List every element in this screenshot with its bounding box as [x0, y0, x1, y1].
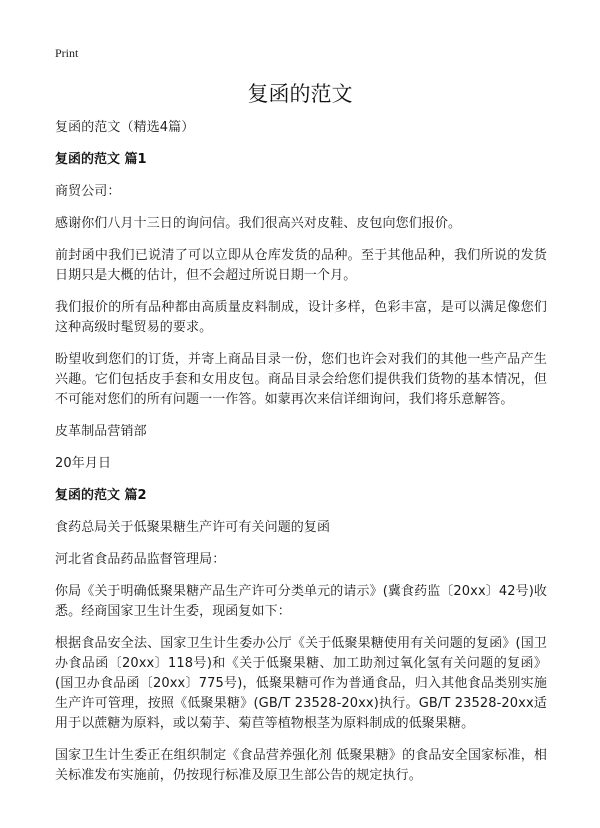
paragraph: 前封函中我们已说清了可以立即从仓库发货的品种。至于其他品种，我们所说的发货日期只是大概的估计，但不会超过所说日期一个月。 [55, 248, 547, 283]
paragraph: 盼望收到您们的订货，并寄上商品目录一份，您们也许会对我们的其他一些产品产生兴趣。它们包括皮手套和女用皮包。商品目录会给您们提供我们货物的基本情况，但不可能对您们的所有问题一一作答。如蒙再次来信详细询问，我们将乐意解答。 [55, 352, 547, 407]
section-heading-1: 复函的范文 篇1 [55, 152, 147, 167]
date-line: 20年月日 [55, 456, 112, 471]
document-body [55, 118, 547, 798]
paragraph: 国家卫生计生委正在组织制定《食品营养强化剂 低聚果糖》的食品安全国家标准，相关标准发布实施前，仍按现行标准及原卫生部公告的规定执行。 [55, 748, 547, 783]
letter-title: 食药总局关于低聚果糖生产许可有关问题的复函 [55, 520, 331, 535]
paragraph: 我们报价的所有品种都由高质量皮料制成，设计多样，色彩丰富，是可以满足像您们这种高级时髦贸易的要求。 [55, 300, 547, 335]
document-subtitle: 复函的范文（精选4篇） [55, 120, 195, 135]
salutation: 商贸公司： [55, 184, 121, 199]
section-heading-2: 复函的范文 篇2 [55, 488, 147, 503]
paragraph: 感谢你们八月十三日的询问信。我们很高兴对皮鞋、皮包向您们报价。 [55, 216, 462, 231]
document-title: 复函的范文 [247, 82, 353, 106]
signature: 皮革制品营销部 [55, 424, 147, 439]
recipient: 河北省食品药品监督管理局： [55, 552, 226, 567]
paragraph: 根据食品安全法、国家卫生计生委办公厅《关于低聚果糖使用有关问题的复函》(国卫办食品函〔20xx〕118号)和《关于低聚果糖、加工助剂过氧化氢有关问题的复函》(国卫办食品函〔20xx〕775号)，低聚果糖可作为普通食品，归入其他食品类别实施生产许可管理，按照《低聚果糖》(GB/T 23528-20xx)执行。GB/T 23528-20xx适用于以蔗糖为原料，或以菊芋、菊苣等植物根茎为原料制成的低聚果糖。 [55, 636, 547, 731]
paragraph: 你局《关于明确低聚果糖产品生产许可分类单元的请示》(冀食药监〔20xx〕42号)收悉。经商国家卫生计生委，现函复如下： [55, 584, 547, 619]
print-label: Print [55, 46, 79, 60]
